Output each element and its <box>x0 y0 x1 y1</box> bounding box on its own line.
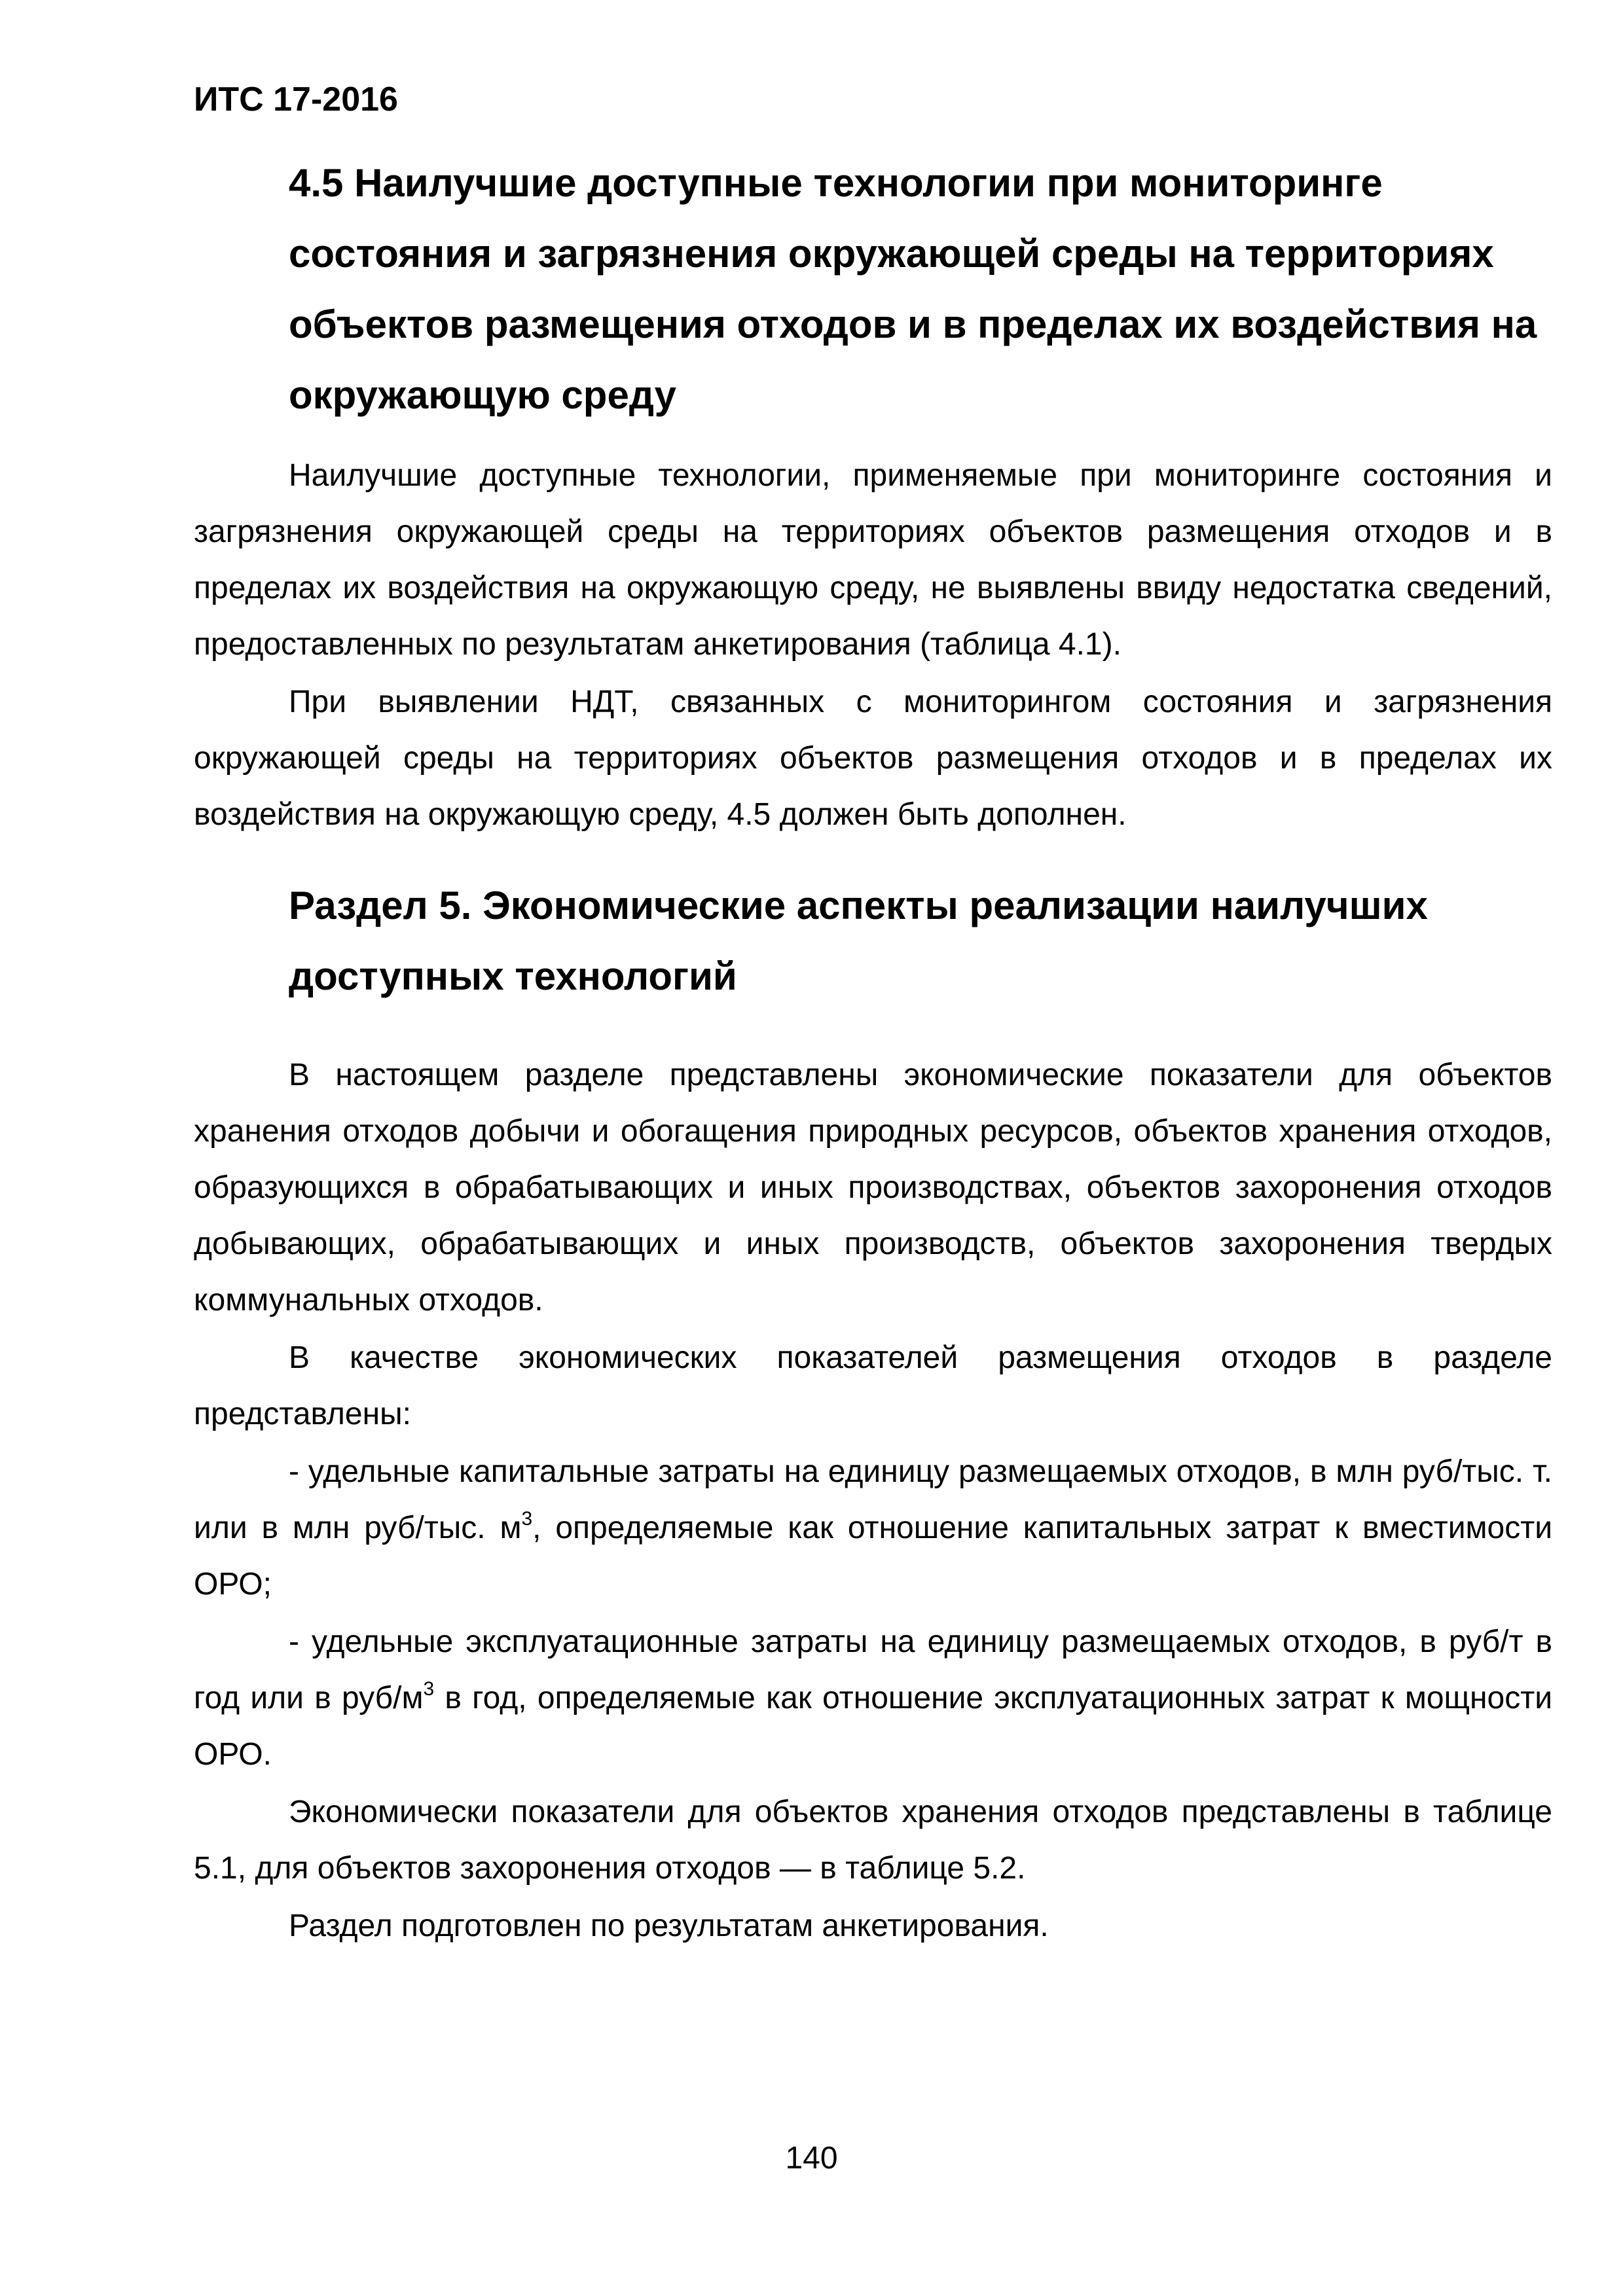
document-header-id: ИТС 17-2016 <box>194 81 398 118</box>
list-item-text: - удельные эксплуатационные затраты на единицу размещаемых отходов, в руб/т в год или в руб/м <box>194 1624 1552 1715</box>
paragraph: Раздел подготовлен по результатам анкетирования. <box>289 1909 1049 1943</box>
page-number: 140 <box>785 2141 838 2176</box>
paragraph: При выявлении НДТ, связанных с мониторингом состояния и загрязнения окружающей среды на территориях объектов размещения отходов и в пределах их воздействия на окружающую среду, 4.5 должен быть дополнен. <box>194 685 1552 832</box>
paragraph: В качестве экономических показателей размещения отходов в разделе представлены: <box>194 1340 1552 1431</box>
list-item-text: - удельные капитальные затраты на единицу размещаемых отходов, в млн руб/тыс. т. или в млн руб/тыс. м <box>194 1454 1552 1545</box>
section-4-5-heading: 4.5 Наилучшие доступные технологии при мониторинге состояния и загрязнения окружающей среды на территориях объектов размещения отходов и в пределах их воздействия на окружающую среду <box>289 161 1537 417</box>
list-item-text: в год, определяемые как отношение эксплуатационных затрат к мощности ОРО. <box>194 1681 1553 1772</box>
section-5-heading: Раздел 5. Экономические аспекты реализации наилучших доступных технологий <box>289 884 1428 998</box>
list-item-operating-costs <box>194 1614 1552 1783</box>
list-item-capital-costs <box>194 1444 1552 1613</box>
superscript: 3 <box>423 1678 435 1700</box>
paragraph: Экономически показатели для объектов хранения отходов представлены в таблице 5.1, для объектов захоронения отходов — в таблице 5.2. <box>194 1795 1552 1886</box>
section-4-5-body <box>194 448 1552 843</box>
paragraph: В настоящем разделе представлены экономические показатели для объектов хранения отходов добычи и обогащения природных ресурсов, объектов хранения отходов, образующихся в обрабатывающих и иных производствах, объектов захоронения отходов добывающих, обрабатывающих и иных производств, объектов захоронения твердых коммунальных отходов. <box>194 1058 1552 1318</box>
superscript: 3 <box>521 1508 533 1530</box>
section-5-body <box>194 1047 1552 1954</box>
list-item-text: , определяемые как отношение капитальных затрат к вместимости ОРО; <box>194 1511 1552 1602</box>
paragraph: Наилучшие доступные технологии, применяемые при мониторинге состояния и загрязнения окружающей среды на территориях объектов размещения отходов и в пределах их воздействия на окружающую среду, не выявлены ввиду недостатка сведений, предоставленных по результатам анкетирования (таблица 4.1). <box>194 458 1552 662</box>
